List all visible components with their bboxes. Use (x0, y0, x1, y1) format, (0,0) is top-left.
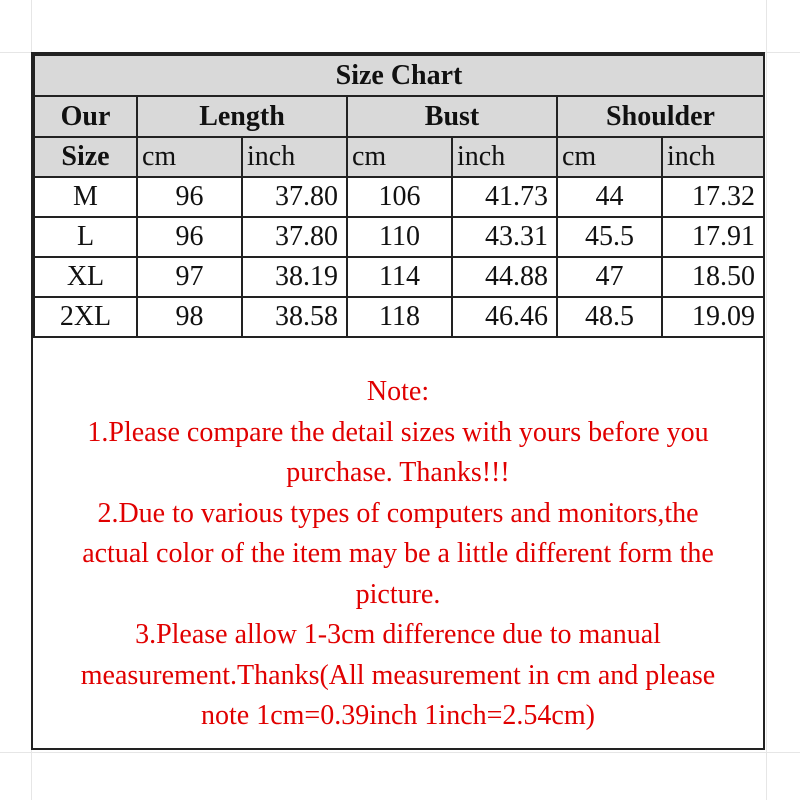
note-line: 3.Please allow 1-3cm difference due to manual (135, 619, 661, 650)
table-row (34, 217, 764, 257)
bust-header: Bust (347, 96, 557, 137)
size-chart-sheet (31, 52, 765, 750)
note-line: purchase. Thanks!!! (286, 457, 510, 488)
title-row (34, 55, 764, 96)
table-row (34, 177, 764, 217)
shoulder-cm-cell: 45.5 (557, 217, 662, 257)
header-row (34, 96, 764, 137)
bust-cm-cell: 118 (347, 297, 452, 337)
note-line: measurement.Thanks(All measurement in cm and please (80, 659, 716, 691)
unit-row (34, 137, 764, 177)
grid-line (766, 0, 767, 800)
unit-cell: inch (452, 137, 557, 177)
bust-inch-cell: 43.31 (452, 217, 557, 257)
size-column-header-top: Our (34, 96, 137, 137)
length-cm-cell: 97 (137, 257, 242, 297)
bust-inch-cell: 41.73 (452, 177, 557, 217)
table-row (34, 257, 764, 297)
unit-cell: inch (242, 137, 347, 177)
unit-cell: cm (137, 137, 242, 177)
length-cm-cell: 96 (137, 177, 242, 217)
grid-line (0, 752, 800, 753)
bust-cm-cell: 106 (347, 177, 452, 217)
bust-inch-cell: 44.88 (452, 257, 557, 297)
length-inch-cell: 37.80 (242, 177, 347, 217)
notes-heading: Note: (366, 376, 430, 407)
note-line: picture. (355, 578, 441, 610)
note-line: note 1cm=0.39inch 1inch=2.54cm) (201, 700, 595, 731)
notes-section (33, 372, 763, 737)
note-line: 1.Please compare the detail sizes with yours before you (87, 416, 709, 448)
note-line: 2.Due to various types of computers and monitors,the (97, 497, 699, 529)
table-row (34, 297, 764, 337)
shoulder-cm-cell: 44 (557, 177, 662, 217)
shoulder-inch-cell: 18.50 (662, 257, 764, 297)
unit-cell: inch (662, 137, 764, 177)
shoulder-cm-cell: 48.5 (557, 297, 662, 337)
length-inch-cell: 38.58 (242, 297, 347, 337)
length-header: Length (137, 96, 347, 137)
shoulder-inch-cell: 19.09 (662, 297, 764, 337)
unit-cell: cm (347, 137, 452, 177)
table-title: Size Chart (34, 55, 764, 96)
size-table (33, 54, 765, 338)
bust-inch-cell: 46.46 (452, 297, 557, 337)
length-inch-cell: 38.19 (242, 257, 347, 297)
shoulder-cm-cell: 47 (557, 257, 662, 297)
size-cell: M (34, 177, 137, 217)
size-cell: 2XL (34, 297, 137, 337)
size-cell: XL (34, 257, 137, 297)
shoulder-inch-cell: 17.91 (662, 217, 764, 257)
length-inch-cell: 37.80 (242, 217, 347, 257)
bust-cm-cell: 110 (347, 217, 452, 257)
unit-cell: cm (557, 137, 662, 177)
size-column-header-bottom: Size (34, 137, 137, 177)
shoulder-inch-cell: 17.32 (662, 177, 764, 217)
length-cm-cell: 98 (137, 297, 242, 337)
note-line: actual color of the item may be a little different form the (82, 538, 714, 569)
shoulder-header: Shoulder (557, 96, 764, 137)
bust-cm-cell: 114 (347, 257, 452, 297)
size-cell: L (34, 217, 137, 257)
length-cm-cell: 96 (137, 217, 242, 257)
